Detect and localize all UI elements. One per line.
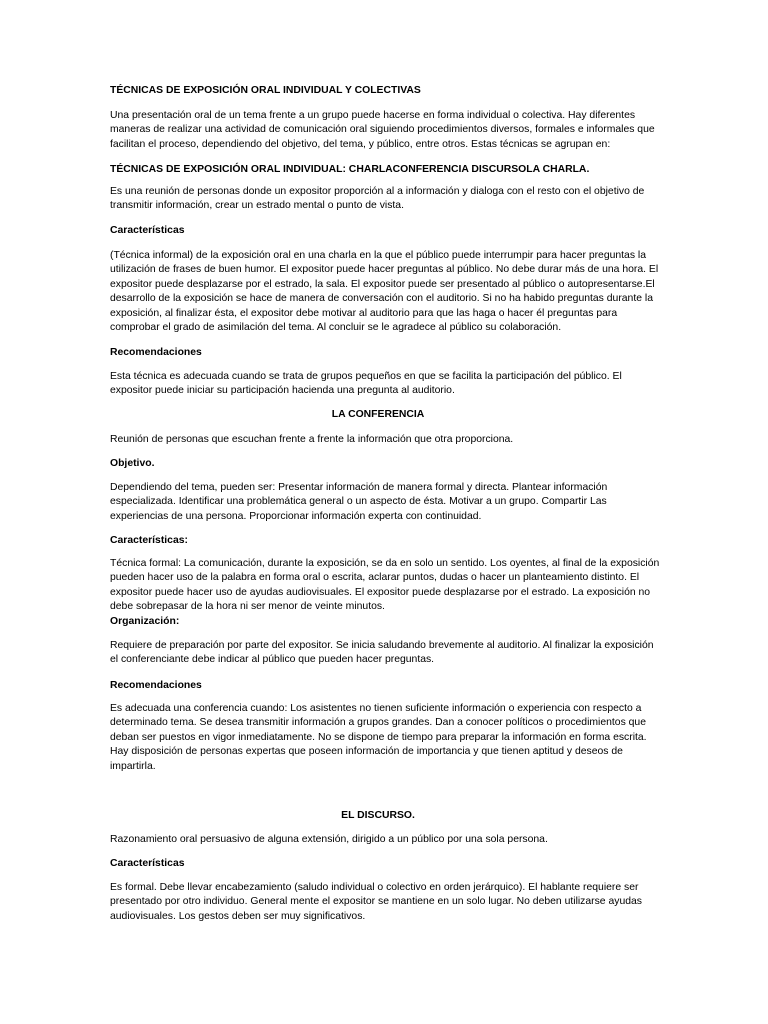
charla-definition: Es una reunión de personas donde un expositor proporción al a información y dialoga con el resto con el objetivo de transmitir información, crear un estrado mental o punto de vista. <box>110 186 645 212</box>
conference-definition: Reunión de personas que escuchan frente a frente la información que otra proporciona. <box>110 434 514 445</box>
conference-recommendations-paragraph: Es adecuada una conferencia cuando: Los asistentes no tienen suficiente información o experiencia con respecto a determinado tema. Se desea transmitir información a grupos grandes. Dan a conocer políticos o procedimientos que deban ser puestos en vigor inmediatamente. No se dispone de tiempo para preparar la información en forma escrita. Hay disposición de personas expertas que poseen información de importancia y que tienen aptitud y deseos de impartirla. <box>110 703 647 772</box>
conference-characteristics-heading: Características: <box>110 535 188 546</box>
individual-techniques-heading: TÉCNICAS DE EXPOSICIÓN ORAL INDIVIDUAL: CHARLACONFERENCIA DISCURSOLA CHARLA. <box>110 164 590 175</box>
speech-characteristics-heading: Características <box>110 858 185 869</box>
charla-recommendations-heading: Recomendaciones <box>110 347 202 358</box>
conference-characteristics-paragraph: Técnica formal: La comunicación, durante la exposición, se da en solo un sentido. Los oyentes, al final de la exposición pueden hacer uso de la palabra en forma oral o escrita, aclarar puntos, dudas o hacer un planteamiento distinto. El expositor puede hacer uso de ayudas audiovisuales. El expositor puede desplazarse por el estrado. La exposición no debe sobrepasar de la hora ni ser menor de veinte minutos. <box>110 558 660 613</box>
conference-recommendations-heading: Recomendaciones <box>110 680 202 691</box>
charla-recommendations-paragraph: Esta técnica es adecuada cuando se trata de grupos pequeños en que se facilita la participación del público. El expositor puede iniciar su participación hacienda una pregunta al auditorio. <box>110 371 622 397</box>
charla-characteristics-paragraph: (Técnica informal) de la exposición oral en una charla en la que el público puede interrumpir para hacer preguntas la utilización de frases de buen humor. El expositor puede hacer preguntas al público. No debe durar más de una hora. El expositor puede desplazarse por el estrado, la sala. El expositor puede ser presentado al público o autopresentarse.El desarrollo de la exposición se hace de manera de conversación con el auditorio. Si no ha habido preguntas durante la exposición, al finalizar ésta, el expositor debe motivar al auditorio para que las haga o hacer él preguntas para comprobar el grado de asimilación del tema. Al concluir se le agradece al público su colaboración. <box>110 250 659 334</box>
document-title: TÉCNICAS DE EXPOSICIÓN ORAL INDIVIDUAL Y COLECTIVAS <box>110 85 421 96</box>
conference-organization-heading: Organización: <box>110 616 180 627</box>
speech-definition: Razonamiento oral persuasivo de alguna extensión, dirigido a un público por una sola persona. <box>110 834 548 845</box>
conference-objective-heading: Objetivo. <box>110 458 155 469</box>
conference-organization-paragraph: Requiere de preparación por parte del expositor. Se inicia saludando brevemente al auditorio. Al finalizar la exposición el conferenciante debe indicar al público que pueden hacer preguntas. <box>110 640 654 666</box>
conference-heading: LA CONFERENCIA <box>331 409 425 420</box>
intro-paragraph: Una presentación oral de un tema frente a un grupo puede hacerse en forma individual o colectiva. Hay diferentes maneras de realizar una actividad de comunicación oral siguiendo procedimientos diversos, formales e informales que facilitan el proceso, dependiendo del objetivo, del tema, y público, entre otros. Estas técnicas se agrupan en: <box>110 110 655 150</box>
charla-characteristics-heading: Características <box>110 225 185 236</box>
speech-characteristics-paragraph: Es formal. Debe llevar encabezamiento (saludo individual o colectivo en orden jerárquico). El hablante requiere ser presentado por otro individuo. General mente el expositor se mantiene en un solo lugar. No deben utilizarse ayudas audiovisuales. Los gestos deben ser muy significativos. <box>110 882 642 922</box>
conference-objective-paragraph: Dependiendo del tema, pueden ser: Presentar información de manera formal y directa. Plantear información especializada. Identificar una problemática general o un aspecto de ésta. Motivar a un grupo. Compartir Las experiencias de una persona. Proporcionar información experta con continuidad. <box>110 482 608 522</box>
speech-heading: EL DISCURSO. <box>341 810 415 821</box>
